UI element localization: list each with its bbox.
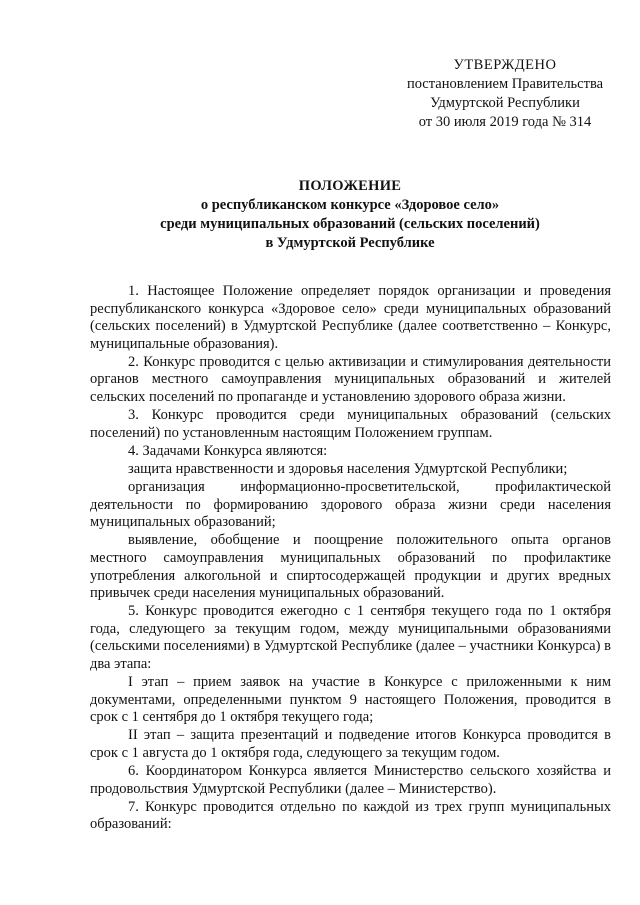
approval-line-3: от 30 июля 2019 года № 314 bbox=[418, 114, 592, 130]
approval-line-1: постановлением Правительства bbox=[406, 76, 604, 92]
paragraph-4: 4. Задачами Конкурса являются: bbox=[128, 442, 328, 459]
approval-stamp bbox=[380, 56, 630, 132]
approval-heading: УТВЕРЖДЕНО bbox=[453, 57, 557, 73]
paragraph-4-item-1: защита нравственности и здоровья населения Удмуртской Республики; bbox=[128, 460, 568, 477]
document-body bbox=[90, 283, 611, 834]
paragraph-1: 1. Настоящее Положение определяет порядок организации и проведения республиканского конкурса «Здоровое село» среди муниципальных образований (сельских поселений) в Удмуртской Республике (далее соответственно – Конкурс, муниципальные образования). bbox=[90, 283, 611, 352]
document-title bbox=[90, 177, 610, 253]
paragraph-4-item-3: выявление, обобщение и поощрение положительного опыта органов местного самоуправления муниципальных образований по профилактике употребления алкогольной и спиртосодержащей продукции и других вредных привычек среди населения муниципальных образований. bbox=[90, 532, 611, 602]
title-line-1: о республиканском конкурсе «Здоровое село» bbox=[200, 197, 500, 213]
approval-line-2: Удмуртской Республики bbox=[430, 95, 580, 111]
paragraph-2: 2. Конкурс проводится с целью активизации и стимулирования деятельности органов местного самоуправления муниципальных образований и жителей сельских поселений по пропаганде и установлению здорового образа жизни. bbox=[90, 353, 611, 406]
title-main: ПОЛОЖЕНИЕ bbox=[298, 178, 402, 194]
title-line-2: среди муниципальных образований (сельских поселений) bbox=[160, 216, 540, 232]
paragraph-3: 3. Конкурс проводится среди муниципальных образований (сельских поселений) по установленным настоящим Положением группам. bbox=[90, 407, 611, 441]
paragraph-7: 7. Конкурс проводится отдельно по каждой из трех групп муниципальных образований: bbox=[90, 798, 611, 833]
paragraph-4-item-2: организация информационно-просветительской, профилактической деятельности по формированию здорового образа жизни среди населения муниципальных образований; bbox=[90, 479, 611, 531]
paragraph-5-stage-2: II этап – защита презентаций и подведение итогов Конкурса проводится в срок с 1 августа до 1 октября года, следующего за текущим годом. bbox=[90, 727, 611, 761]
title-line-3: в Удмуртской Республике bbox=[265, 235, 435, 251]
paragraph-5: 5. Конкурс проводится ежегодно с 1 сентября текущего года по 1 октября года, следующего за текущим годом, между муниципальными образованиями (сельскими поселениями) в Удмуртской Республике (далее – участники Конкурса) в два этапа: bbox=[90, 603, 611, 672]
paragraph-6: 6. Координатором Конкурса является Министерство сельского хозяйства и продовольствия Удмуртской Республики (далее – Министерство). bbox=[90, 763, 611, 797]
paragraph-5-stage-1: I этап – прием заявок на участие в Конкурсе с приложенными к ним документами, определенными пунктом 9 настоящего Положения, проводится в срок с 1 сентября до 1 октября текущего года; bbox=[90, 674, 611, 726]
